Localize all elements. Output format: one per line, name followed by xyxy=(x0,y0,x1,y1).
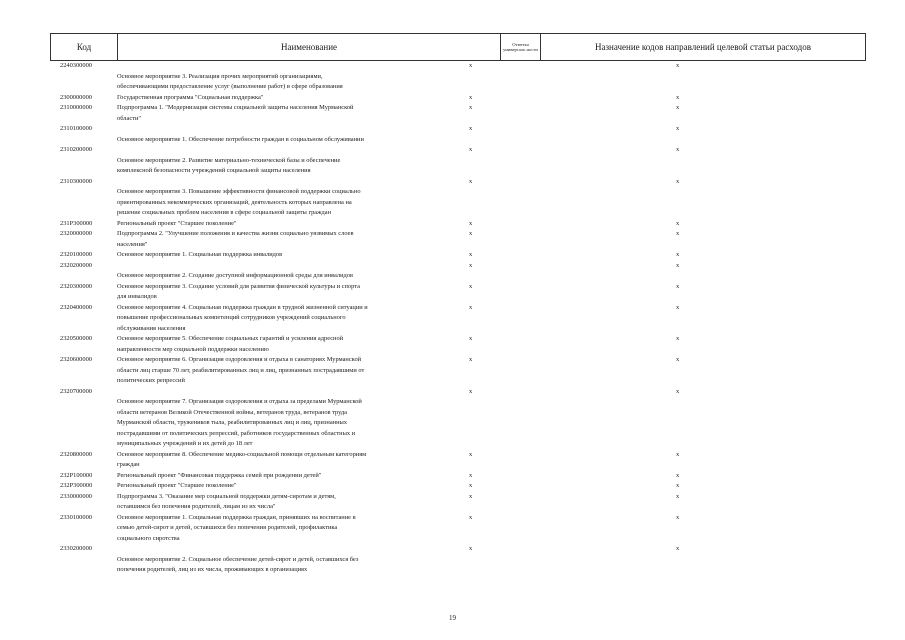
row-purpose-mark: x xyxy=(676,482,680,489)
row-name-text: Основное мероприятие 1. Обеспечение потребности граждан в социальном обслуживании xyxy=(117,135,364,143)
table-line xyxy=(0,471,905,482)
table-header xyxy=(50,33,866,61)
row-name-text: Региональный проект "Старшее поколение" xyxy=(117,219,237,227)
table-line xyxy=(0,492,905,503)
row-name-text: Основное мероприятие 2. Социальное обеспечение детей-сирот и детей, оставшихся без xyxy=(117,555,359,563)
table-line xyxy=(0,72,905,83)
row-universality-mark: x xyxy=(469,230,473,237)
table-line xyxy=(0,481,905,492)
row-name-text: Основное мероприятие 7. Организация оздоровления и отдыха за пределами Мурманской xyxy=(117,398,362,405)
row-purpose-mark: x xyxy=(676,93,680,101)
table-line xyxy=(0,366,905,377)
table-line xyxy=(0,187,905,198)
row-purpose-mark: x xyxy=(676,545,680,552)
row-universality-mark: x xyxy=(469,251,473,258)
table-line xyxy=(0,271,905,282)
table-line xyxy=(0,544,905,555)
row-purpose-mark: x xyxy=(676,230,680,237)
row-name-text: решение социальных проблем населения в сфере социальной защиты граждан xyxy=(117,209,332,216)
row-purpose-mark: x xyxy=(676,282,680,290)
table-line xyxy=(0,376,905,387)
row-code: 2320500000 xyxy=(60,335,92,342)
row-name-text: оставшимся без попечения родителей, лицам из их числа" xyxy=(117,503,276,510)
row-name-text: населения" xyxy=(117,240,148,248)
table-line xyxy=(0,408,905,419)
row-purpose-mark: x xyxy=(676,261,680,269)
row-name-text: семью детей-сирот и детей, оставшихся без попечения родителей, профилактика xyxy=(117,524,338,531)
table-line xyxy=(0,523,905,534)
row-universality-mark: x xyxy=(469,513,473,521)
row-name-text: комплексной безопасности учреждений социальной защиты населения xyxy=(117,167,311,174)
row-universality-mark: x xyxy=(469,177,473,185)
header-purpose: Назначение кодов направлений целевой статьи расходов xyxy=(541,34,866,61)
row-name-text: направленности мер социальной поддержки населению xyxy=(117,345,269,353)
row-name-text: Подпрограмма 2. "Улучшение положения и качества жизни социально уязвимых слоев xyxy=(117,230,354,237)
row-name-text: попечения родителей, лиц из их числа, проживающих в организациях xyxy=(117,566,308,573)
row-purpose-mark: x xyxy=(676,356,680,363)
table-line xyxy=(0,292,905,303)
row-universality-mark: x xyxy=(469,482,473,489)
row-code: 2330100000 xyxy=(60,513,92,521)
row-code: 232P100000 xyxy=(60,471,93,479)
row-purpose-mark: x xyxy=(676,219,680,227)
table-line xyxy=(0,450,905,461)
row-universality-mark: x xyxy=(469,492,473,500)
table-line xyxy=(0,114,905,125)
row-code: 231P300000 xyxy=(60,219,93,227)
table-line xyxy=(0,219,905,230)
table-line xyxy=(0,334,905,345)
table-line xyxy=(0,565,905,576)
row-name-text: социального сиротства xyxy=(117,534,180,542)
row-universality-mark: x xyxy=(469,125,473,132)
row-purpose-mark: x xyxy=(676,303,680,311)
row-name-text: Основное мероприятие 3. Создание условий для развития физической культуры и спорта xyxy=(117,282,360,290)
row-name-text: Государственная программа "Социальная поддержка" xyxy=(117,93,264,101)
row-purpose-mark: x xyxy=(676,335,680,342)
row-name-text: Региональный проект "Финансовая поддержка семей при рождении детей" xyxy=(117,471,322,479)
row-code: 2320400000 xyxy=(60,303,92,311)
row-name-text: пострадавшими от политических репрессий, работников государственных областных и xyxy=(117,429,356,437)
row-name-text: области лиц старше 70 лет, реабилитированных лиц и лиц, признанных пострадавшими от xyxy=(117,366,365,374)
row-name-text: Мурманской области, тружеников тыла, реабилитированных лиц и лиц, признанных xyxy=(117,419,347,426)
row-code: 2310100000 xyxy=(60,125,92,132)
row-name-text: граждан xyxy=(117,461,140,468)
row-name-text: Основное мероприятие 3. Повышение эффективности финансовой поддержки социально xyxy=(117,188,361,195)
row-universality-mark: x xyxy=(469,261,473,269)
row-name-text: Основное мероприятие 6. Организация оздоровления и отдыха в санаториях Мурманской xyxy=(117,356,362,363)
row-name-text: Основное мероприятие 1. Социальная поддержка граждан, принявших на воспитание в xyxy=(117,513,356,521)
row-name-text: Основное мероприятие 5. Обеспечение социальных гарантий и усиления адресной xyxy=(117,335,344,342)
table-line xyxy=(0,261,905,272)
table-line xyxy=(0,177,905,188)
table-line xyxy=(0,460,905,471)
row-universality-mark: x xyxy=(469,93,473,101)
table-line xyxy=(0,313,905,324)
table-line xyxy=(0,156,905,167)
row-purpose-mark: x xyxy=(676,104,680,111)
table-line xyxy=(0,93,905,104)
table-line xyxy=(0,355,905,366)
table-line xyxy=(0,303,905,314)
header-name: Наименование xyxy=(118,34,501,61)
table-line xyxy=(0,345,905,356)
row-universality-mark: x xyxy=(469,104,473,111)
row-purpose-mark: x xyxy=(676,513,680,521)
row-universality-mark: x xyxy=(469,282,473,290)
row-universality-mark: x xyxy=(469,356,473,363)
row-code: 2320100000 xyxy=(60,251,92,258)
table-line xyxy=(0,387,905,398)
row-code: 2330200000 xyxy=(60,545,92,552)
table-line xyxy=(0,250,905,261)
table-line xyxy=(0,82,905,93)
row-name-text: области" xyxy=(117,114,141,122)
row-purpose-mark: x xyxy=(676,387,680,395)
row-name-text: муниципальных учреждений и их детей до 18 лет xyxy=(117,440,253,447)
row-code: 2300000000 xyxy=(60,93,92,101)
row-code: 2320000000 xyxy=(60,230,92,237)
row-name-text: Основное мероприятие 2. Развитие материально-технической базы и обеспечение xyxy=(117,156,341,164)
row-name-text: Основное мероприятие 1. Социальная поддержка инвалидов xyxy=(117,251,283,258)
row-universality-mark: x xyxy=(469,146,473,153)
table-line xyxy=(0,166,905,177)
row-name-text: Подпрограмма 3. "Оказание мер социальной поддержки детям-сиротам и детям, xyxy=(117,492,336,500)
row-purpose-mark: x xyxy=(676,177,680,185)
row-universality-mark: x xyxy=(469,450,473,458)
row-name-text: области ветеранов Великой Отечественной войны, ветеранов труда, ветеранов труда xyxy=(117,408,347,416)
row-name-text: Основное мероприятие 8. Обеспечение медико-социальной помощи отдельным категориям xyxy=(117,450,367,458)
row-name-text: повышение профессиональных компетенций сотрудников учреждений социального xyxy=(117,314,346,321)
row-code: 2320300000 xyxy=(60,282,92,290)
row-purpose-mark: x xyxy=(676,450,680,458)
table-line xyxy=(0,229,905,240)
row-code: 2320600000 xyxy=(60,356,92,363)
table-line xyxy=(0,145,905,156)
row-universality-mark: x xyxy=(469,62,473,69)
table-line xyxy=(0,397,905,408)
row-code: 232P300000 xyxy=(60,482,93,489)
row-purpose-mark: x xyxy=(676,125,680,132)
table-line xyxy=(0,555,905,566)
row-name-text: политических репрессий xyxy=(117,377,185,384)
row-code: 2320700000 xyxy=(60,387,92,395)
table-line xyxy=(0,198,905,209)
row-name-text: Подпрограмма 1. "Модернизация системы социальной защиты населения Мурманской xyxy=(117,104,354,111)
row-universality-mark: x xyxy=(469,219,473,227)
header-universality: Отметка универсаль ности xyxy=(501,34,541,61)
row-name-text: обслуживания населения xyxy=(117,324,186,332)
table-line xyxy=(0,513,905,524)
row-code: 2310200000 xyxy=(60,146,92,153)
row-code: 2330000000 xyxy=(60,492,92,500)
row-purpose-mark: x xyxy=(676,492,680,500)
row-universality-mark: x xyxy=(469,387,473,395)
page-number: 19 xyxy=(449,614,456,622)
row-universality-mark: x xyxy=(469,545,473,552)
row-purpose-mark: x xyxy=(676,251,680,258)
table-line xyxy=(0,240,905,251)
table-line xyxy=(0,418,905,429)
row-name-text: Основное мероприятие 3. Реализация прочих мероприятий организациями, xyxy=(117,72,323,80)
row-universality-mark: x xyxy=(469,303,473,311)
row-universality-mark: x xyxy=(469,471,473,479)
row-name-text: Региональный проект "Старшее поколение" xyxy=(117,482,237,489)
table-line xyxy=(0,208,905,219)
row-name-text: ориентированных некоммерческих организаций, деятельность которых направлена на xyxy=(117,198,352,206)
table-line xyxy=(0,502,905,513)
row-purpose-mark: x xyxy=(676,146,680,153)
row-code: 2310300000 xyxy=(60,177,92,185)
table-line xyxy=(0,324,905,335)
row-name-text: обеспечивающими предоставление услуг (выполнение работ) в сфере образования xyxy=(117,83,343,90)
row-code: 2320200000 xyxy=(60,261,92,269)
row-purpose-mark: x xyxy=(676,471,680,479)
table-line xyxy=(0,282,905,293)
table-line xyxy=(0,135,905,146)
row-purpose-mark: x xyxy=(676,62,680,69)
row-code: 2310000000 xyxy=(60,104,92,111)
table-line xyxy=(0,103,905,114)
row-universality-mark: x xyxy=(469,335,473,342)
table-line xyxy=(0,429,905,440)
row-name-text: для инвалидов xyxy=(117,293,157,300)
table-line xyxy=(0,534,905,545)
row-name-text: Основное мероприятие 4. Социальная поддержка граждан в трудной жизненной ситуации и xyxy=(117,303,368,311)
table-line xyxy=(0,439,905,450)
table-line xyxy=(0,124,905,135)
row-code: 2320800000 xyxy=(60,450,92,458)
table-line xyxy=(0,61,905,72)
row-name-text: Основное мероприятие 2. Создание доступной информационной среды для инвалидов xyxy=(117,272,353,279)
row-code: 2240300000 xyxy=(60,62,92,69)
header-code: Код xyxy=(51,34,118,61)
